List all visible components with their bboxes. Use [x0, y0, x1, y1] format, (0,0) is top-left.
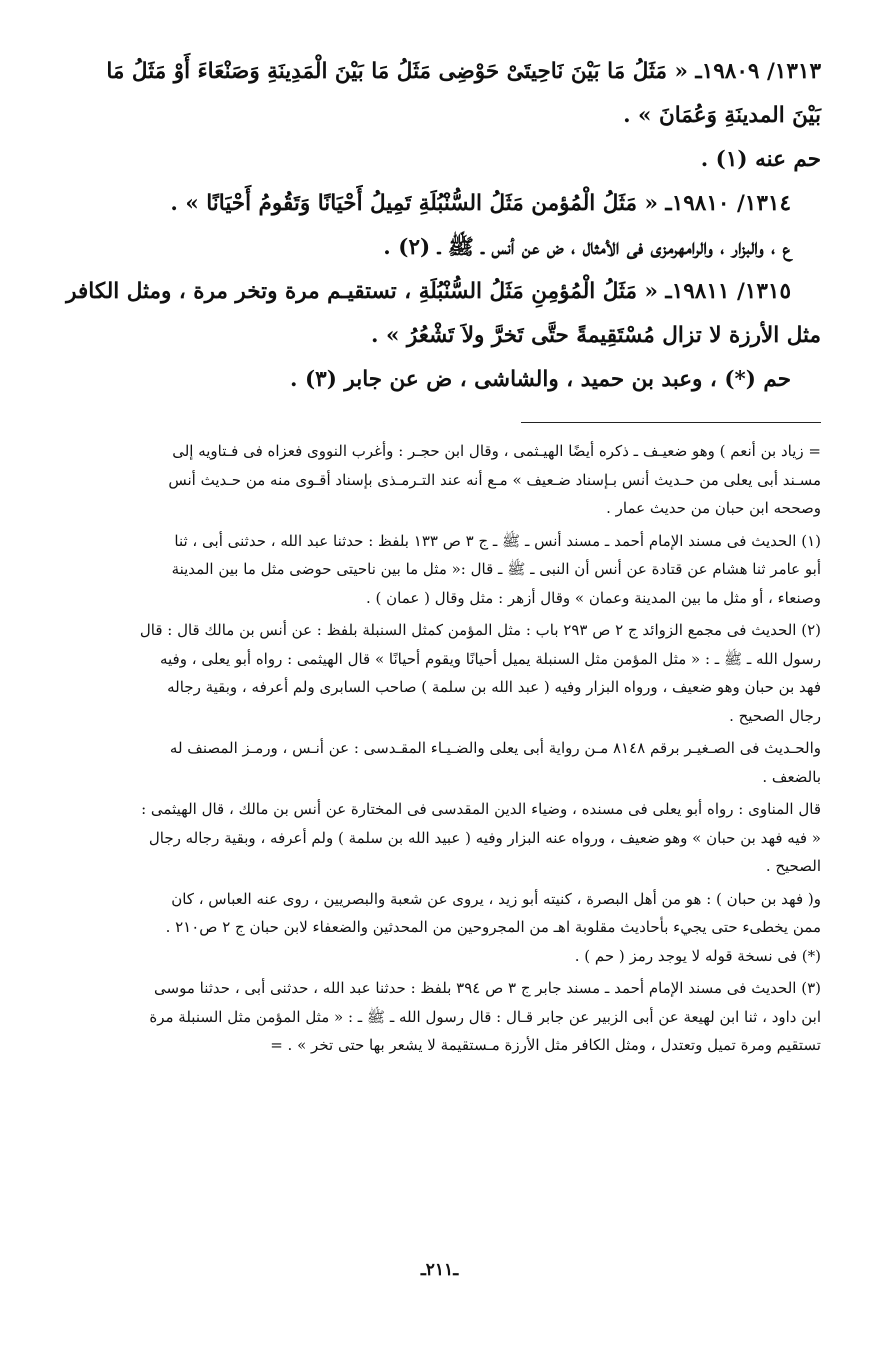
hadith-1314-source: ع ، والبزار ، والرامهرمزى فى الأمثال ، ض عن أنس ـ ﷺ ـ (٢) .: [383, 235, 791, 260]
footnote-2-line: (٢) الحديث فى مجمع الزوائد ج ٢ ص ٢٩٣ باب : مثل المؤمن كمثل السنبلة بلفظ : عن أنس بن مالك قال : قال: [139, 621, 821, 639]
footnote-1-line: أبو عامر ثنا هشام عن قتادة عن أنس أن النبى ـ ﷺ ـ قال :« مثل ما بين ناحيتى حوضى مثل ما بين المدينة: [171, 560, 821, 578]
footnote-2-line: والحـديث فى الصـغيـر برقم ٨١٤٨ مـن رواية أبى يعلى والضـيـاء المقـدسى : عن أنـس ، ورمـز المصنف له: [169, 739, 821, 757]
footnote-3-line: تستقيم ومرة تميل وتعتدل ، ومثل الكافر مثل الأرزة مـستقيمة لا يشعر بها حتى تخر » . =: [270, 1036, 821, 1054]
footnote-2-line: بالضعف .: [762, 767, 821, 786]
footnote-2-line: الصحيح .: [765, 857, 821, 875]
footnotes: [40, 437, 821, 1060]
footnote-2-line: فهد بن حبان وهو ضعيف ، ورواه البزار وفيه ( عبد الله بن سلمة ) صاحب السابرى ولم أعرفه ، وبقية رجاله: [167, 678, 821, 696]
hadith-1315-line-1: ١٣١٥/ ١٩٨١١ـ « مَثَلُ الْمُؤمِنِ مَثَلُ السُّنْبُلَةِ ، تستقيـم مرة وتخر مرة ، ومثل الكافر: [66, 279, 791, 304]
footnote-2-line: و( فهد بن حبان ) : هو من أهل البصرة ، كنيته أبو زيد ، يروى عن شعبة والبصريين ، روى عنه العباس ، كان: [171, 889, 821, 908]
hadith-body: [40, 50, 821, 402]
footnote-3-line: ابن داود ، ثنا ابن لهيعة عن أبى الزبير عن جابر قـال : قال رسول الله ـ ﷺ ـ : « مثل المؤمن مثل السنبلة مرة: [149, 1007, 821, 1026]
hadith-1315-source: حم (*) ، وعبد بن حميد ، والشاشى ، ض عن جابر (٣) .: [290, 367, 791, 392]
footnote-3-line: (٣) الحديث فى مسند الإمام أحمد ـ مسند جابر ج ٣ ص ٣٩٤ بلفظ : حدثنا عبد الله ، حدثنى أبى ، حدثنا موسى: [154, 979, 821, 997]
book-page: [40, 50, 821, 1357]
footnote-2-line: « فيه فهد بن حبان » وهو ضعيف ، ورواه عنه البزار وفيه ( عبيد الله بن سلمة ) ولم أعرفه ، وبقية رجاله رجال: [148, 828, 821, 847]
footnote-2-line: رجال الصحيح .: [729, 706, 821, 725]
footnote-continuation-line: = زياد بن أنعم ) وهو ضعيـف ـ ذكره أيضًا الهيـثمى ، وقال ابن حجـر : وأغرب النووى فعزاه فى فـتاويه إلى: [172, 442, 821, 460]
page-number: ـ٢١١ـ: [420, 1260, 459, 1280]
footnote-2-line: رسول الله ـ ﷺ ـ : « مثل المؤمن مثل السنبلة يميل أحيانًا ويقوم أحيانًا » قال الهيثمى : رواه أبو يعلى ، وفيه: [159, 649, 821, 668]
hadith-1314-text: ١٣١٤/ ١٩٨١٠ـ « مَثَلُ الْمُؤمن مَثَلُ السُّنْبُلَةِ تَمِيلُ أَحْيَانًا وَتَقُومُ أَحْيَانًا » .: [170, 191, 791, 216]
footnote-2-line: ممن يخطىء حتى يجيء بأحاديث مقلوبة اهـ من المجروحين من المحدثين والضعفاء لابن حبان ج ٢ ص٢١٠ .: [165, 918, 821, 936]
hadith-1313-source: حم عنه (١) .: [700, 147, 821, 172]
hadith-1315-line-2: مثل الأرزة لا تزال مُسْتَقِيمةً حتَّى تَخرَّ ولاَ تَشْعُرُ » .: [371, 323, 821, 348]
hadith-1313-line-1: ١٣١٣/ ١٩٨٠٩ـ « مَثَلُ مَا بَيْنَ نَاحِيتَىْ حَوْضِى مَثَلُ مَا بَيْنَ الْمَدِينَةِ وَصَنْعَاءَ أَوْ مَثَلُ مَا: [106, 59, 821, 84]
footnote-divider: [521, 422, 821, 423]
footnote-star-line: (*) فى نسخة قوله لا يوجد رمز ( حم ) .: [574, 946, 821, 965]
hadith-1313-line-2: بَيْنَ المدينَةِ وَعُمَانَ » .: [623, 103, 821, 128]
footnote-1-line: وصنعاء ، أو مثل ما بين المدينة وعمان » وقال أزهر : مثل وقال ( عمان ) .: [366, 588, 821, 607]
footnote-continuation-line: مسـند أبى يعلى من حـديث أنس بـإسناد ضـعيف » مـع أنه عند التـرمـذى بإسناد أقـوى منه من حـديث أنس: [168, 470, 821, 489]
footnote-continuation-line: وصححه ابن حبان من حديث عمار .: [606, 499, 821, 517]
footnote-divider-wrap: [40, 402, 821, 437]
footnote-2-line: قال المناوى : رواه أبو يعلى فى مسنده ، وضياء الدين المقدسى فى المختارة عن أنس بن مالك ، قال الهيثمى :: [141, 800, 821, 818]
footnote-1-line: (١) الحديث فى مسند الإمام أحمد ـ مسند أنس ـ ﷺ ـ ج ٣ ص ١٣٣ بلفظ : حدثنا عبد الله ، حدثنى أبى ، ثنا: [174, 531, 821, 550]
